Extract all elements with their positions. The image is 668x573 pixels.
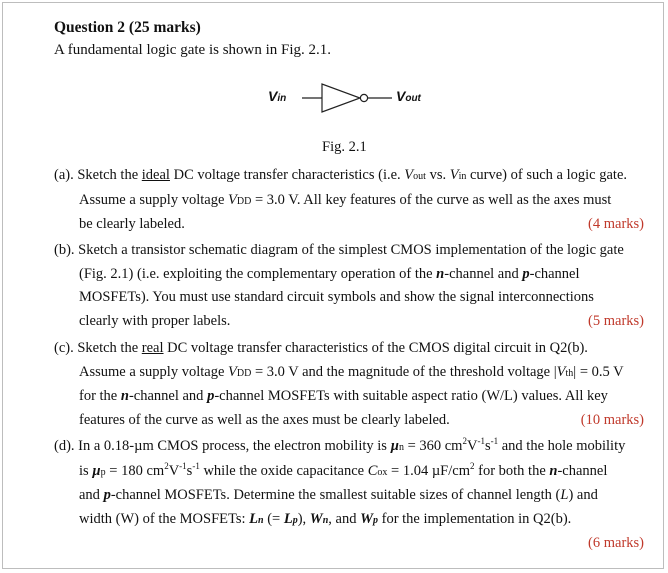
figure-caption: Fig. 2.1 — [322, 139, 367, 155]
part-b-line-1: (b). Sketch a transistor schematic diagram of the simplest CMOS implementation of the logic gate — [54, 242, 624, 258]
part-d-line-1: (d). In a 0.18-µm CMOS process, the electron mobility is µn = 360 $cm^2V^{-1}s^{-1}$ and the hole mobility — [54, 436, 626, 454]
part-d-line-3: and p-channel MOSFETs. Determine the smallest suitable sizes of channel length (L) and — [79, 487, 598, 503]
buffer-triangle — [322, 84, 360, 112]
part-a-line-1: (a). Sketch the ideal DC voltage transfer characteristics (i.e. Vout vs. Vin curve) of such a logic gate. — [54, 167, 627, 183]
part-a-marks: (4 marks) — [588, 216, 644, 232]
part-a — [54, 164, 644, 237]
part-c-line-2: Assume a supply voltage VDD = 3.0 V and the magnitude of the threshold voltage |Vth| = 0.5 V — [79, 363, 624, 380]
question-intro: A fundamental logic gate is shown in Fig. 2.1. — [54, 42, 332, 58]
part-a-line-3: be clearly labeled. (4 marks) — [54, 213, 644, 237]
part-a-line-2: Assume a supply voltage VDD = 3.0 V. All key features of the curve as well as the axes must — [79, 191, 612, 208]
part-b-marks: (5 marks) — [588, 312, 644, 329]
part-c-line-3: for the n-channel and p-channel MOSFETs with suitable aspect ratio (W/L) values. All key — [79, 388, 608, 404]
part-d-line-5 — [54, 532, 644, 556]
part-b-line-3: MOSFETs). You must use standard circuit symbols and show the signal interconnections — [79, 289, 594, 305]
vin-label: Vin — [268, 88, 287, 104]
part-c-marks: (10 marks) — [580, 411, 644, 428]
part-b-line-4: clearly with proper labels. (5 marks) — [54, 310, 644, 334]
part-d-line-2: is µp = 180 $cm^2V^{-1}s^{-1}$ while the oxide capacitance Cox = 1.04 $\mu F/cm^2$ for both the n-channel — [79, 460, 608, 479]
part-d — [54, 435, 644, 556]
inverter-gate-figure — [266, 78, 436, 118]
part-d-line-4: width (W) of the MOSFETs: Ln (= Lp), Wn, and Wp for the implementation in Q2(b). — [79, 510, 572, 527]
vout-label: Vout — [396, 88, 421, 104]
part-c-line-4: features of the curve as well as the axes must be clearly labeled. (10 marks) — [54, 409, 644, 433]
part-b — [54, 239, 644, 333]
inversion-bubble — [360, 94, 367, 101]
part-b-line-2: (Fig. 2.1) (i.e. exploiting the complementary operation of the n-channel and p-channel — [79, 265, 580, 282]
part-c-line-1: (c). Sketch the real DC voltage transfer characteristics of the CMOS digital circuit in Q2(b). — [54, 340, 588, 356]
question-title: Question 2 (25 marks) — [54, 19, 201, 36]
part-d-marks: (6 marks) — [588, 535, 644, 551]
part-c — [54, 337, 644, 432]
